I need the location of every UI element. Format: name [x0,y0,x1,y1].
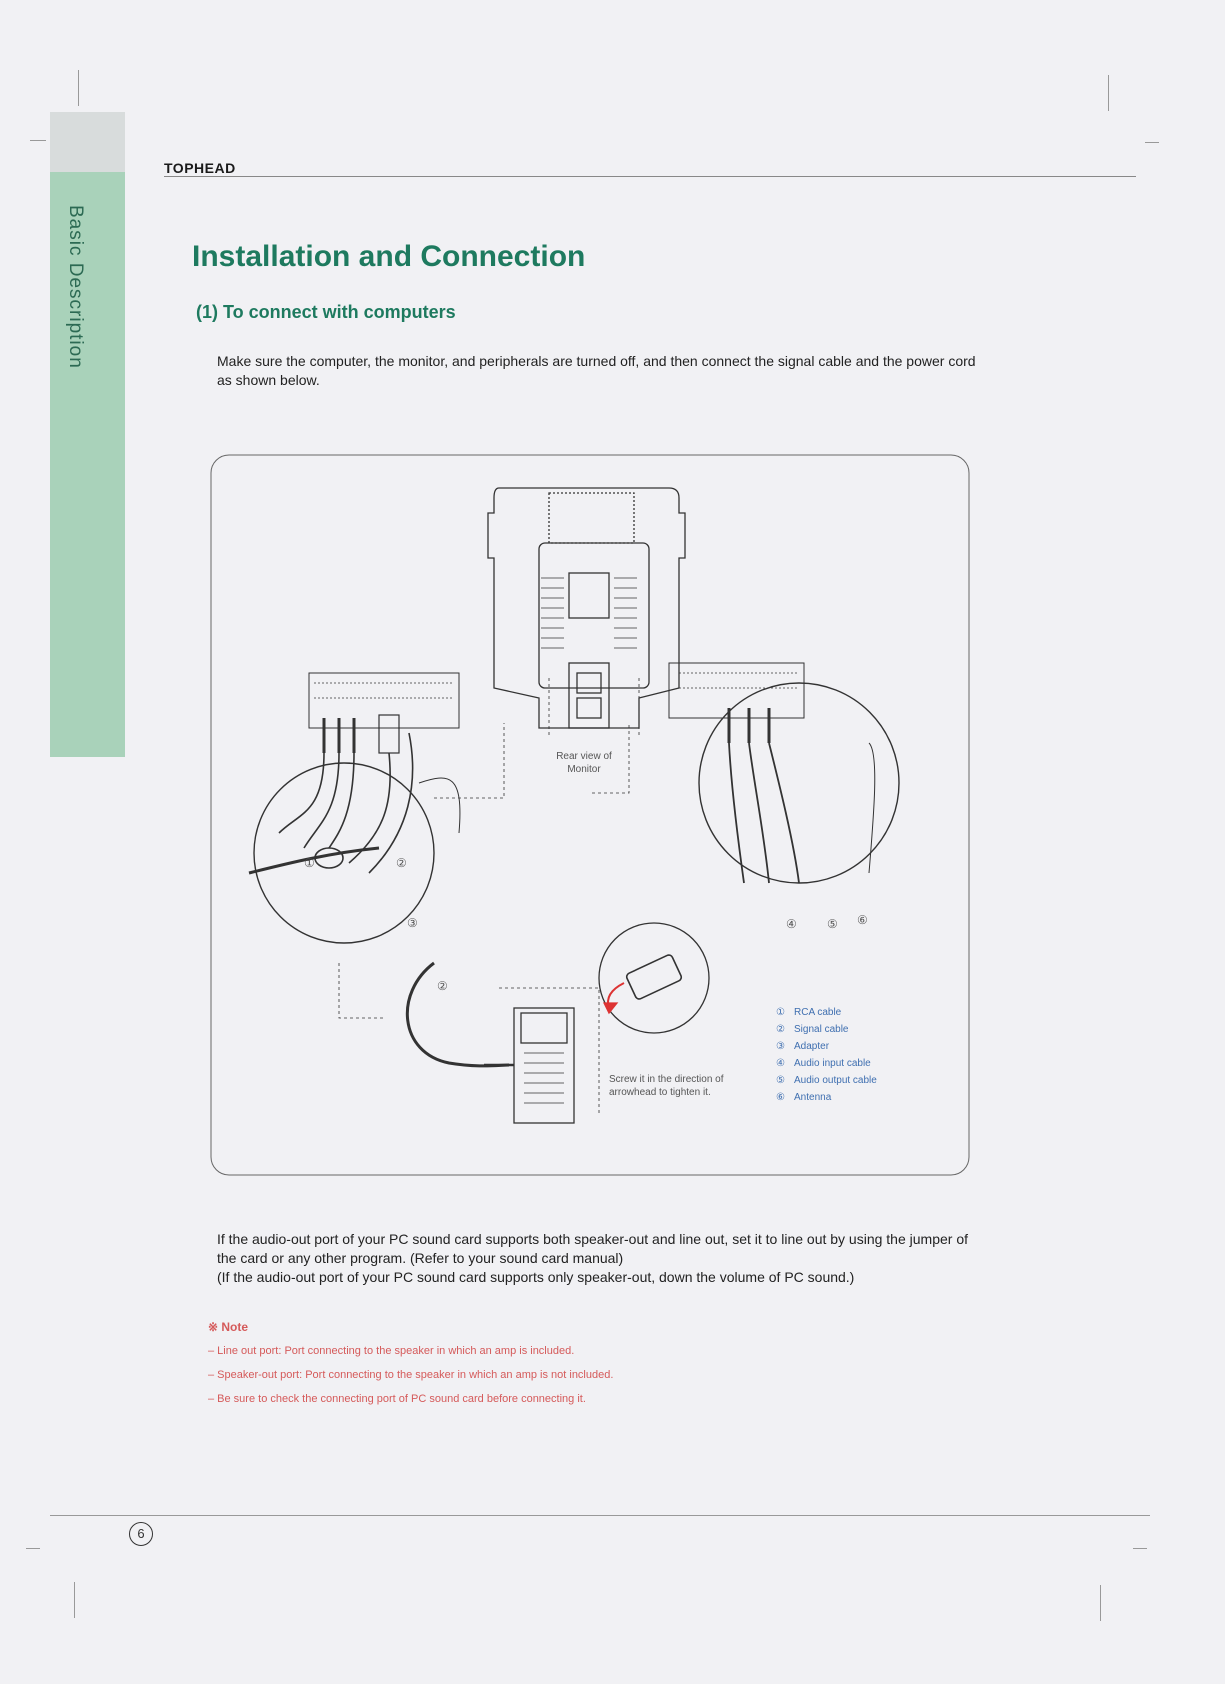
legend-item: ④ Audio input cable [776,1058,871,1069]
callout-3: ③ [407,916,418,930]
side-tab [50,112,125,757]
callout-1: ① [304,856,315,870]
side-tab-top [50,112,125,172]
right-detail-circle [669,663,899,883]
crop-mark [1133,1548,1147,1549]
legend-item: ① RCA cable [776,1007,842,1018]
body-text [217,1230,977,1287]
crop-mark [1100,1585,1101,1621]
monitor-rear-icon [488,488,685,735]
crop-mark [26,1548,40,1549]
legend-item: ② Signal cable [776,1024,849,1035]
note-item: – Speaker-out port: Port connecting to the speaker in which an amp is not included. [208,1369,614,1381]
leader-line [339,963,384,1018]
intro-text: Make sure the computer, the monitor, and peripherals are turned off, and then connect the signal cable and the power cord as shown below. [217,353,976,388]
crop-mark [30,140,46,141]
note-title: ※ Note [208,1320,249,1334]
legend-item: ⑤ Audio output cable [776,1075,877,1086]
note-item: – Line out port: Port connecting to the speaker in which an amp is included. [208,1345,575,1357]
page-title: Installation and Connection [192,240,586,273]
pc-tower-icon [484,988,599,1123]
diagram-legend [776,1004,877,1106]
crop-mark [1145,142,1159,143]
callout-4: ④ [786,917,797,931]
section-title: (1) To connect with computers [196,302,456,322]
connector-zoom-circle [599,923,709,1033]
crop-mark [78,70,79,106]
signal-cable-icon [407,963,509,1066]
callout-5: ⑤ [827,917,838,931]
body-text-line: If the audio-out port of your PC sound card supports both speaker-out and line out, set it to line out by using the jumper of the card or any other program. (Refer to your sound card manual) [217,1231,969,1266]
note-list [208,1339,613,1411]
screw-instruction: Screw it in the direction of arrowhead to tighten it. [609,1074,724,1098]
leader-line [434,723,504,798]
rear-view-label: Rear view of Monitor [556,751,612,775]
left-detail-circle [249,673,460,943]
brand-logo: TOPHEAD [164,160,236,176]
crop-mark [74,1582,75,1618]
footer-divider [50,1515,1150,1516]
callout-6: ⑥ [857,913,868,927]
callout-2b: ② [437,979,448,993]
side-tab-label: Basic Description [65,205,86,369]
crop-mark [1108,75,1109,111]
note-item: – Be sure to check the connecting port of PC sound card before connecting it. [208,1393,586,1405]
callout-2: ② [396,856,407,870]
legend-item: ③ Adapter [776,1041,830,1052]
body-text-line: (If the audio-out port of your PC sound card supports only speaker-out, down the volume of PC sound.) [217,1269,855,1285]
page-number: 6 [129,1522,153,1546]
legend-item: ⑥ Antenna [776,1092,832,1103]
header-divider [164,176,1136,177]
